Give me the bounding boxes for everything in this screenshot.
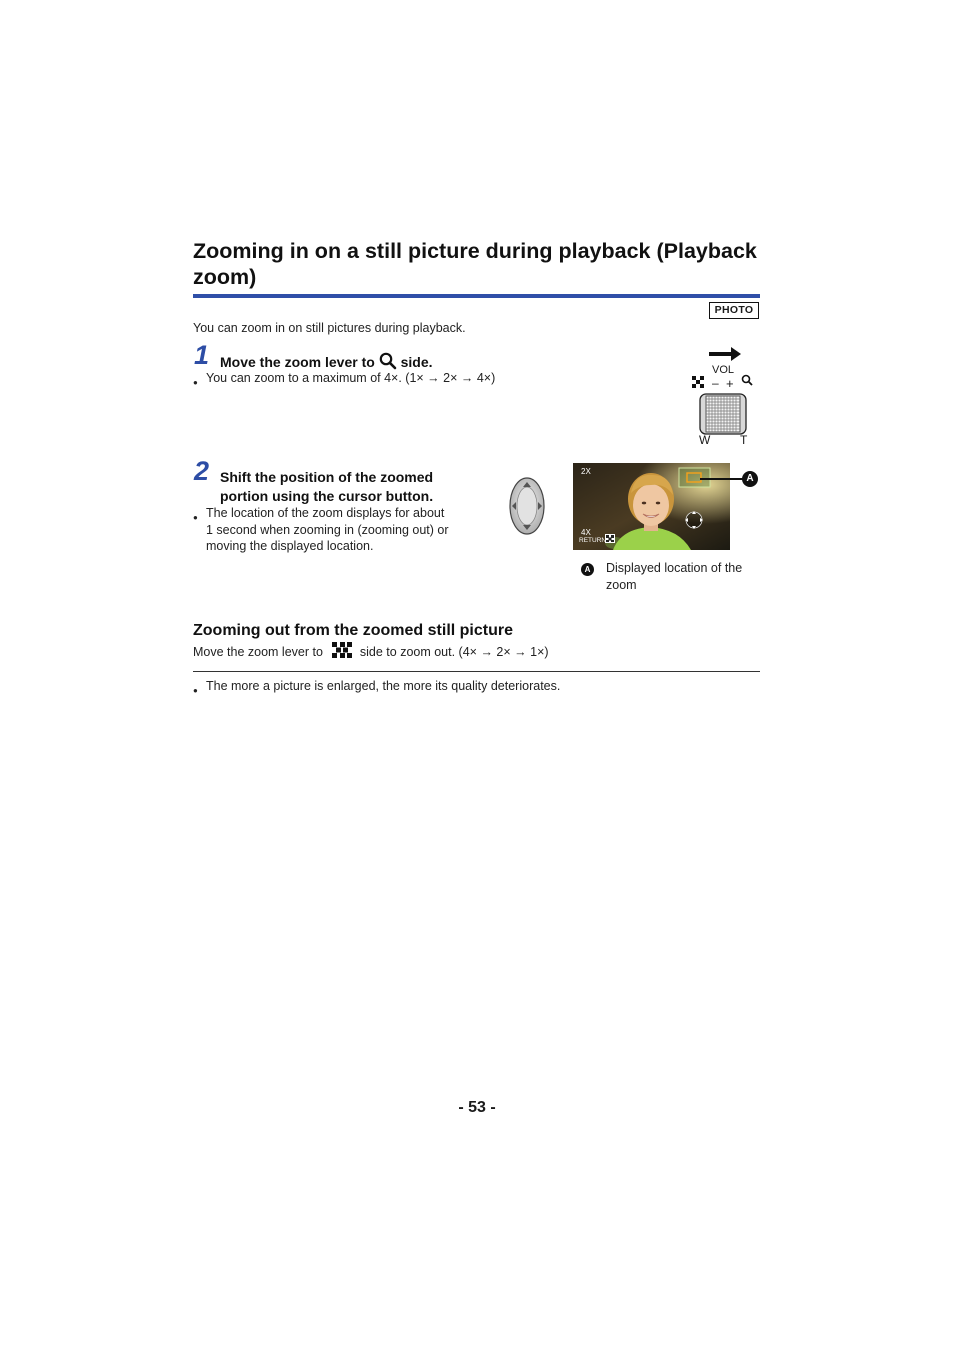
step-1-bullet: ● You can zoom to a maximum of 4×. (1× → 2× → 4×): [206, 370, 495, 387]
zoom-out-text-before: Move the zoom lever to: [193, 644, 323, 659]
quality-note: ● The more a picture is enlarged, the more its quality deteriorates.: [206, 678, 560, 695]
step-2-number: 2: [194, 456, 210, 486]
zoom-out-heading: Zooming out from the zoomed still picture: [193, 622, 513, 639]
return-label: RETURN: [579, 537, 607, 544]
zoom-out-text-after: side to zoom out. (4× → 2× → 1×): [359, 644, 549, 659]
vol-label: VOL: [712, 364, 735, 376]
zoom-out-instruction: [193, 642, 549, 663]
step-2-line-2: portion using the cursor button.: [220, 488, 434, 504]
playback-zoom-screen: [573, 463, 730, 550]
callout-line: [700, 478, 744, 480]
vol-minus-label: –: [712, 376, 719, 390]
step-2-bullet-line-3: moving the displayed location.: [206, 539, 374, 553]
caption-line-1: Displayed location of the: [606, 561, 743, 575]
step-2-bullet-line-2: 1 second when zooming in (zooming out) or: [206, 523, 449, 537]
page-number: - 53 -: [458, 1099, 496, 1116]
title-underline: [193, 294, 760, 298]
wide-label: W: [699, 433, 711, 447]
caption-line-2: zoom: [606, 578, 637, 592]
intro-text: You can zoom in on still pictures during playback.: [193, 321, 466, 335]
page-title: Zooming in on a still picture during playback (Playback zoom): [193, 239, 757, 289]
callout-marker-a: A: [742, 471, 758, 487]
zoom-lever-diagram: [688, 345, 760, 450]
section-divider: [193, 671, 760, 672]
tele-label: T: [740, 433, 748, 447]
zoom-level-top: 2X: [581, 467, 591, 476]
cursor-button-illustration: [508, 476, 546, 536]
caption-marker-a: A: [581, 563, 594, 576]
step-1-number: 1: [194, 340, 210, 370]
photo-mode-badge: PHOTO: [709, 302, 759, 319]
step-1-text-before: Move the zoom lever to: [220, 354, 375, 371]
step-2-bullet-line-1: ● The location of the zoom displays for about: [206, 505, 444, 522]
step-1-text-after: side.: [400, 354, 433, 371]
zoom-level-bottom: 4X: [581, 528, 591, 537]
zoom-wide-icon: [332, 642, 352, 663]
step-2-line-1: Shift the position of the zoomed: [220, 469, 434, 485]
vol-plus-label: +: [726, 376, 734, 391]
